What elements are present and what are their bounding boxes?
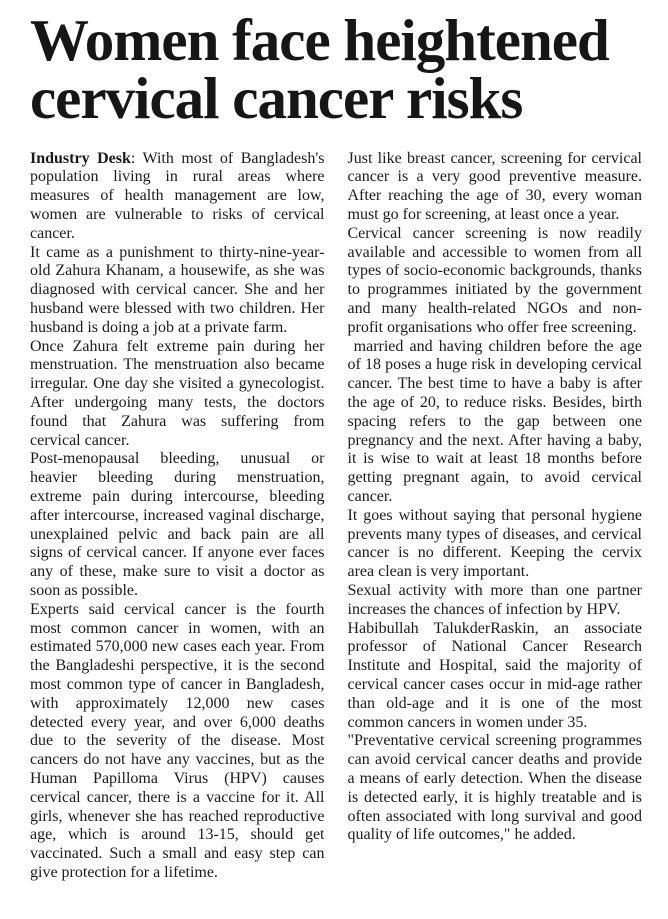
paragraph-hygiene: It goes without saying that personal hygiene prevents many types of diseases, and cervical cancer is no different. Keeping the cervix area clean is very important. [347, 506, 642, 581]
article-headline: Women face heightened cervical cancer risks [30, 7, 609, 131]
paragraph-screening-intro: Just like breast cancer, screening for cervical cancer is a very good preventive measure. After reaching the age of 30, every woman must go for screening, at least once a year. [347, 149, 642, 224]
paragraph-text: : With most of Bangladesh's population living in rural areas where measures of health management are low, women are vulnerable to risks of cervical cancer. [30, 149, 325, 242]
paragraph-expert-quote-intro: Habibullah TalukderRaskin, an associate professor of National Cancer Research Institute and Hospital, said the majority of cervical cancer cases occur in mid-age rather than old-age and it is one of the most common cancers in women under 35. [347, 619, 642, 731]
paragraph-symptoms: Post-menopausal bleeding, unusual or heavier bleeding during menstruation, extreme pain during intercourse, bleeding after intercourse, increased vaginal discharge, unexplained pelvic and back pain are all signs of cervical cancer. If anyone ever faces any of these, make sure to visit a doctor as soon as possible. [30, 450, 325, 599]
paragraph-industry-desk [30, 150, 325, 244]
paragraph-zahura-intro: It came as a punishment to thirty-nine-year-old Zahura Khanam, a housewife, as she was diagnosed with cervical cancer. She and her husband were blessed with two children. Her husband is doing a job at a private farm. [30, 243, 325, 336]
article-body [30, 150, 642, 883]
paragraph-statistics-vaccine: Experts said cervical cancer is the fourth most common cancer in women, with an estimated 570,000 new cases each year. From the Bangladeshi perspective, it is the second most common type of cancer in Bangladesh, with approximately 12,000 new cases detected every year, and over 6,000 deaths due to the severity of the disease. Most cancers do not have any vaccines, but as the Human Papilloma Virus (HPV) causes cervical cancer, there is a vaccine for it. All girls, whenever she has reached reproductive age, which is around 13-15, should get vaccinated. Such a small and easy step can give protection for a lifetime. [30, 600, 325, 881]
paragraph-zahura-diagnosis: Once Zahura felt extreme pain during her menstruation. The menstruation also became irregular. One day she visited a gynecologist. After undergoing many tests, the doctors found that Zahura was suffering from cervical cancer. [30, 337, 325, 449]
paragraph-marriage-risk: married and having children before the age of 18 poses a huge risk in developing cervical cancer. The best time to have a baby is after the age of 20, to reduce risks. Besides, birth spacing refers to the gap between one pregnancy and the next. After having a baby, it is wise to wait at least 18 months before getting pregnant again, to avoid cervical cancer. [347, 337, 642, 505]
paragraph-expert-quote: "Preventative cervical screening programmes can avoid cervical cancer deaths and provide a means of early detection. When the disease is detected early, it is highly treatable and is often associated with long survival and good quality of life outcomes," he added. [347, 732, 642, 844]
paragraph-sexual-activity: Sexual activity with more than one partner increases the chances of infection by HPV. [347, 581, 642, 618]
paragraph-screening-access: Cervical cancer screening is now readily available and accessible to women from all types of socio-economic backgrounds, thanks to programmes initiated by the government and many health-related NGOs and non-profit organisations who offer free screening. [347, 224, 642, 336]
right-column [348, 150, 643, 883]
byline-label: Industry Desk [30, 149, 131, 167]
left-column [30, 150, 325, 883]
